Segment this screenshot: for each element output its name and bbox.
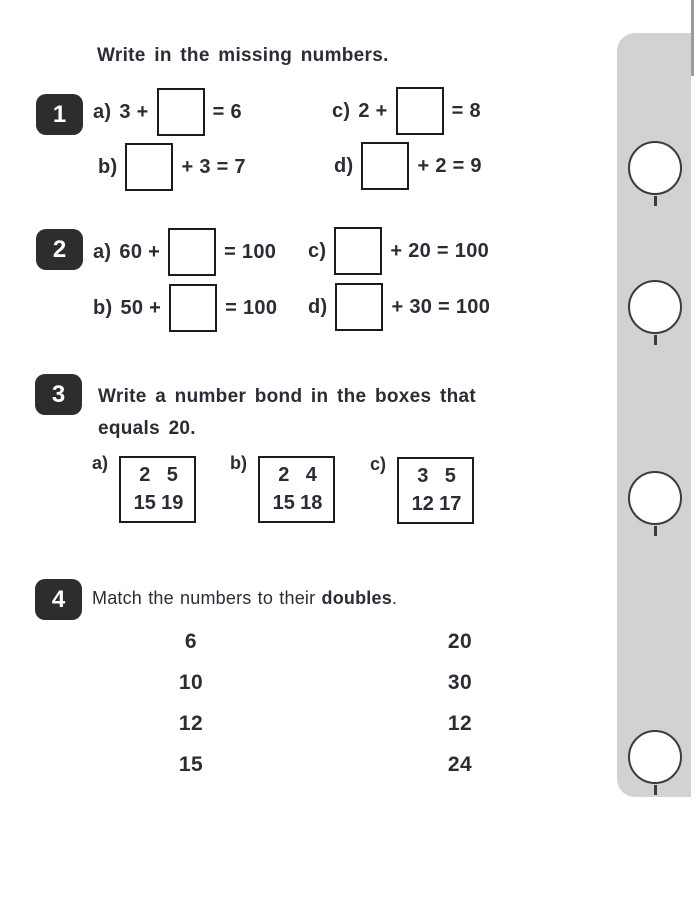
- question-1d-row: [334, 141, 482, 191]
- question-3-badge: [35, 374, 82, 415]
- equation-post-2d: + 30 = 100: [391, 295, 491, 318]
- question-1b-row: [98, 142, 246, 192]
- match-left-3[interactable]: 12: [178, 712, 204, 735]
- question-4-title-bold: doubles: [321, 588, 392, 608]
- marking-circle-2: [628, 280, 682, 334]
- question-1-title: Write in the missing numbers.: [97, 45, 389, 66]
- bond-label-c: c): [370, 454, 387, 474]
- match-right-1[interactable]: 20: [447, 630, 473, 653]
- match-left-2[interactable]: 10: [178, 671, 204, 694]
- answer-box-1c[interactable]: [396, 87, 444, 135]
- marking-circle-4: [628, 730, 682, 784]
- bond-c-cell-1: 3: [417, 465, 429, 488]
- question-4-badge: [35, 579, 82, 620]
- question-4-title-end: .: [391, 588, 398, 608]
- marking-circle-1: [628, 141, 682, 195]
- answer-box-1d[interactable]: [361, 142, 409, 190]
- part-label-1c: c): [332, 99, 351, 122]
- match-left-1[interactable]: 6: [184, 630, 198, 653]
- equation-post-1d: + 2 = 9: [417, 154, 482, 177]
- match-right-2[interactable]: 30: [447, 671, 473, 694]
- part-label-1b: b): [98, 155, 118, 178]
- bond-group-b: [230, 453, 335, 523]
- part-label-1d: d): [334, 154, 354, 177]
- bond-group-c: [370, 454, 474, 524]
- bond-b-cell-3: 15: [272, 491, 295, 514]
- bond-c-cell-3: 12: [411, 492, 434, 515]
- answer-box-2b[interactable]: [169, 284, 217, 332]
- bond-b-cell-4: 18: [300, 491, 323, 514]
- question-4-number: 4: [51, 585, 66, 613]
- question-1-number: 1: [52, 100, 67, 128]
- answer-box-1a[interactable]: [157, 88, 205, 136]
- question-1a-row: [93, 87, 242, 137]
- bond-label-b: b): [230, 453, 247, 473]
- question-2a-row: [93, 227, 276, 277]
- marking-circle-3: [628, 471, 682, 525]
- question-3-title-line2: equals 20.: [98, 418, 196, 439]
- equation-pre-1a: 3 +: [119, 100, 149, 123]
- equation-post-1c: = 8: [451, 99, 481, 122]
- question-2d-row: [308, 282, 490, 332]
- equation-pre-1c: 2 +: [358, 99, 388, 122]
- part-label-2b: b): [93, 296, 113, 319]
- match-right-4[interactable]: 24: [447, 753, 473, 776]
- equation-post-2b: = 100: [225, 296, 278, 319]
- bond-c-cell-2: 5: [444, 465, 456, 488]
- answer-box-2d[interactable]: [335, 283, 383, 331]
- number-bond-box-c[interactable]: [397, 457, 474, 524]
- bond-group-a: [92, 453, 196, 523]
- part-label-1a: a): [93, 100, 112, 123]
- part-label-2c: c): [308, 239, 327, 262]
- question-2c-row: [308, 226, 489, 276]
- question-2-badge: [36, 229, 83, 270]
- question-3-title-line1: Write a number bond in the boxes that: [98, 386, 476, 407]
- question-1-badge: [36, 94, 83, 135]
- equation-pre-2b: 50 +: [120, 296, 162, 319]
- equation-post-1b: + 3 = 7: [181, 155, 246, 178]
- bond-label-a: a): [92, 453, 109, 473]
- match-left-column: [167, 621, 215, 785]
- page-edge-line: [691, 0, 694, 76]
- bond-b-cell-2: 4: [305, 464, 317, 487]
- number-bond-box-b[interactable]: [258, 456, 335, 523]
- question-2-number: 2: [52, 235, 67, 263]
- bond-c-cell-4: 17: [439, 492, 462, 515]
- question-4-title: [92, 588, 397, 609]
- bond-a-cell-4: 19: [161, 491, 184, 514]
- bond-a-cell-3: 15: [133, 491, 156, 514]
- match-right-column: [430, 621, 490, 785]
- bond-b-cell-1: 2: [278, 464, 290, 487]
- equation-post-1a: = 6: [212, 100, 242, 123]
- match-left-4[interactable]: 15: [178, 753, 204, 776]
- bond-a-cell-2: 5: [166, 464, 178, 487]
- question-4-title-normal: Match the numbers to their: [92, 588, 322, 608]
- equation-pre-2a: 60 +: [119, 240, 161, 263]
- question-1c-row: [332, 86, 481, 136]
- equation-post-2c: + 20 = 100: [390, 239, 490, 262]
- question-3-number: 3: [51, 380, 66, 408]
- part-label-2d: d): [308, 295, 328, 318]
- number-bond-box-a[interactable]: [119, 456, 196, 523]
- match-right-3[interactable]: 12: [447, 712, 473, 735]
- answer-box-2c[interactable]: [334, 227, 382, 275]
- part-label-2a: a): [93, 240, 112, 263]
- bond-a-cell-1: 2: [139, 464, 151, 487]
- question-2b-row: [93, 283, 277, 333]
- question-3-title: [98, 381, 476, 445]
- equation-post-2a: = 100: [224, 240, 277, 263]
- answer-box-1b[interactable]: [125, 143, 173, 191]
- answer-box-2a[interactable]: [168, 228, 216, 276]
